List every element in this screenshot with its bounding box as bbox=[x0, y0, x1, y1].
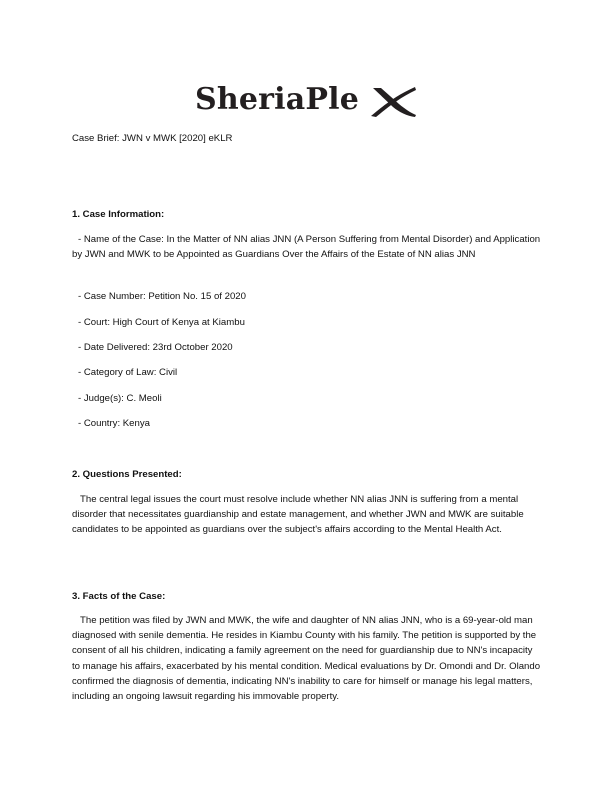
facts-heading: 3. Facts of the Case: bbox=[72, 591, 166, 602]
case-number: - Case Number: Petition No. 15 of 2020 bbox=[78, 291, 246, 302]
brief-title: Case Brief: JWN v MWK [2020] eKLR bbox=[72, 133, 233, 144]
questions-presented-body: The central legal issues the court must resolve include whether NN alias JNN is suffering from a mental disorder that necessitates guardianship and estate management, and whether JWN and MWK are suitable candidates to be appointed as guardians over the subject's affairs according to the Mental Health Act. bbox=[72, 494, 524, 536]
case-name: - Name of the Case: In the Matter of NN alias JNN (A Person Suffering from Mental Disorder) and Application by JWN and MWK to be Appointed as Guardians Over the Affairs of the Estate of NN alias JNN bbox=[72, 234, 541, 261]
court: - Court: High Court of Kenya at Kiambu bbox=[78, 317, 245, 328]
logo-wordmark: SheriaPle bbox=[195, 82, 360, 117]
logo-x-mark-icon bbox=[369, 86, 417, 118]
questions-presented-heading: 2. Questions Presented: bbox=[72, 469, 182, 480]
facts-body: The petition was filed by JWN and MWK, the wife and daughter of NN alias JNN, who is a 69-year-old man diagnosed with senile dementia. He resides in Kiambu County with his family. The petition is supported by the consent of all his children, indicating a family agreement on the need for guardianship due to NN's incapacity to manage his affairs, exacerbated by his mental condition. Medical evaluations by Dr. Omondi and Dr. Olando confirmed the diagnosis of dementia, indicating NN's inability to care for himself or manage his legal matters, including an ongoing lawsuit regarding his immovable property. bbox=[72, 615, 541, 703]
judges: - Judge(s): C. Meoli bbox=[78, 393, 162, 404]
date-delivered: - Date Delivered: 23rd October 2020 bbox=[78, 342, 233, 353]
category-of-law: - Category of Law: Civil bbox=[78, 367, 178, 378]
country: - Country: Kenya bbox=[78, 418, 150, 429]
case-information-heading: 1. Case Information: bbox=[72, 209, 165, 220]
sheriaplex-logo bbox=[195, 80, 420, 120]
